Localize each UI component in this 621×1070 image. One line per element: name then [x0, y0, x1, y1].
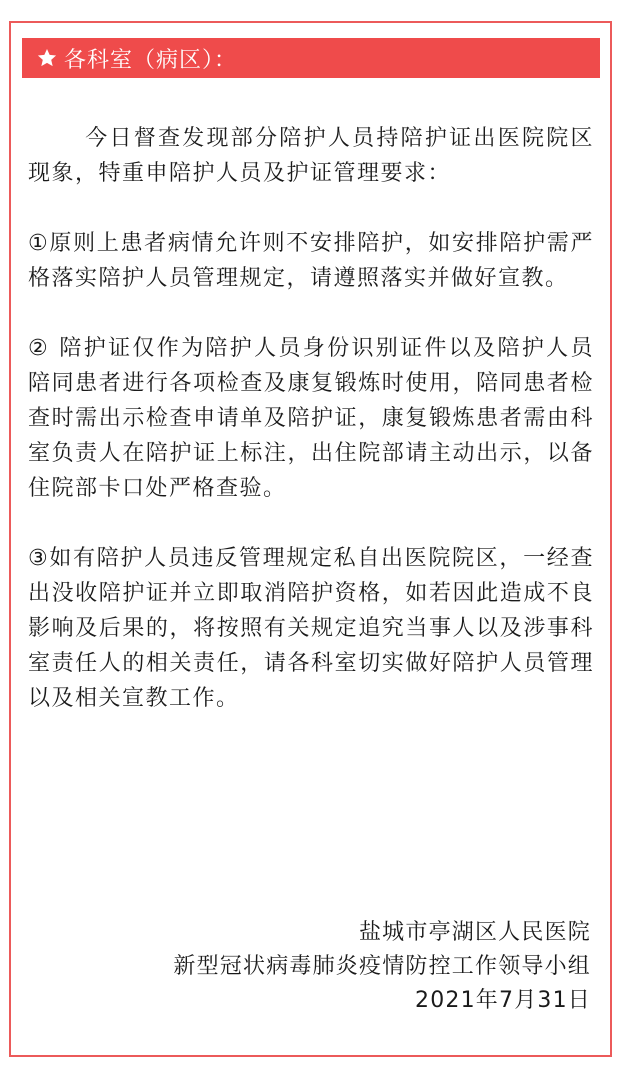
requirement-item-1: ①原则上患者病情允许则不安排陪护，如安排陪护需严格落实陪护人员管理规定，请遵照落实并做好宣教。 [28, 231, 594, 291]
requirement-item-3: ③如有陪护人员违反管理规定私自出医院院区，一经查出没收陪护证并立即取消陪护资格，如若因此造成不良影响及后果的，将按照有关规定追究当事人以及涉事科室责任人的相关责任，请各科室切实做好陪护人员管理以及相关宣教工作。 [28, 546, 594, 711]
signature-block [71, 916, 591, 1018]
star-icon [36, 47, 58, 69]
signature-group: 新型冠状病毒肺炎疫情防控工作领导小组 [173, 954, 591, 979]
notice-body [28, 121, 594, 751]
signature-org: 盐城市亭湖区人民医院 [358, 920, 591, 945]
intro-paragraph: 今日督查发现部分陪护人员持陪护证出医院院区现象，特重申陪护人员及护证管理要求： [28, 126, 594, 186]
header-title: 各科室（病区）： [64, 47, 238, 73]
section-header [22, 38, 600, 78]
signature-date: 2021年7月31日 [415, 988, 591, 1013]
requirement-item-2: ② 陪护证仅作为陪护人员身份识别证件以及陪护人员陪同患者进行各项检查及康复锻炼时使用，陪同患者检查时需出示检查申请单及陪护证，康复锻炼患者需由科室负责人在陪护证上标注，出住院部请主动出示，以备住院部卡口处严格查验。 [28, 336, 594, 501]
